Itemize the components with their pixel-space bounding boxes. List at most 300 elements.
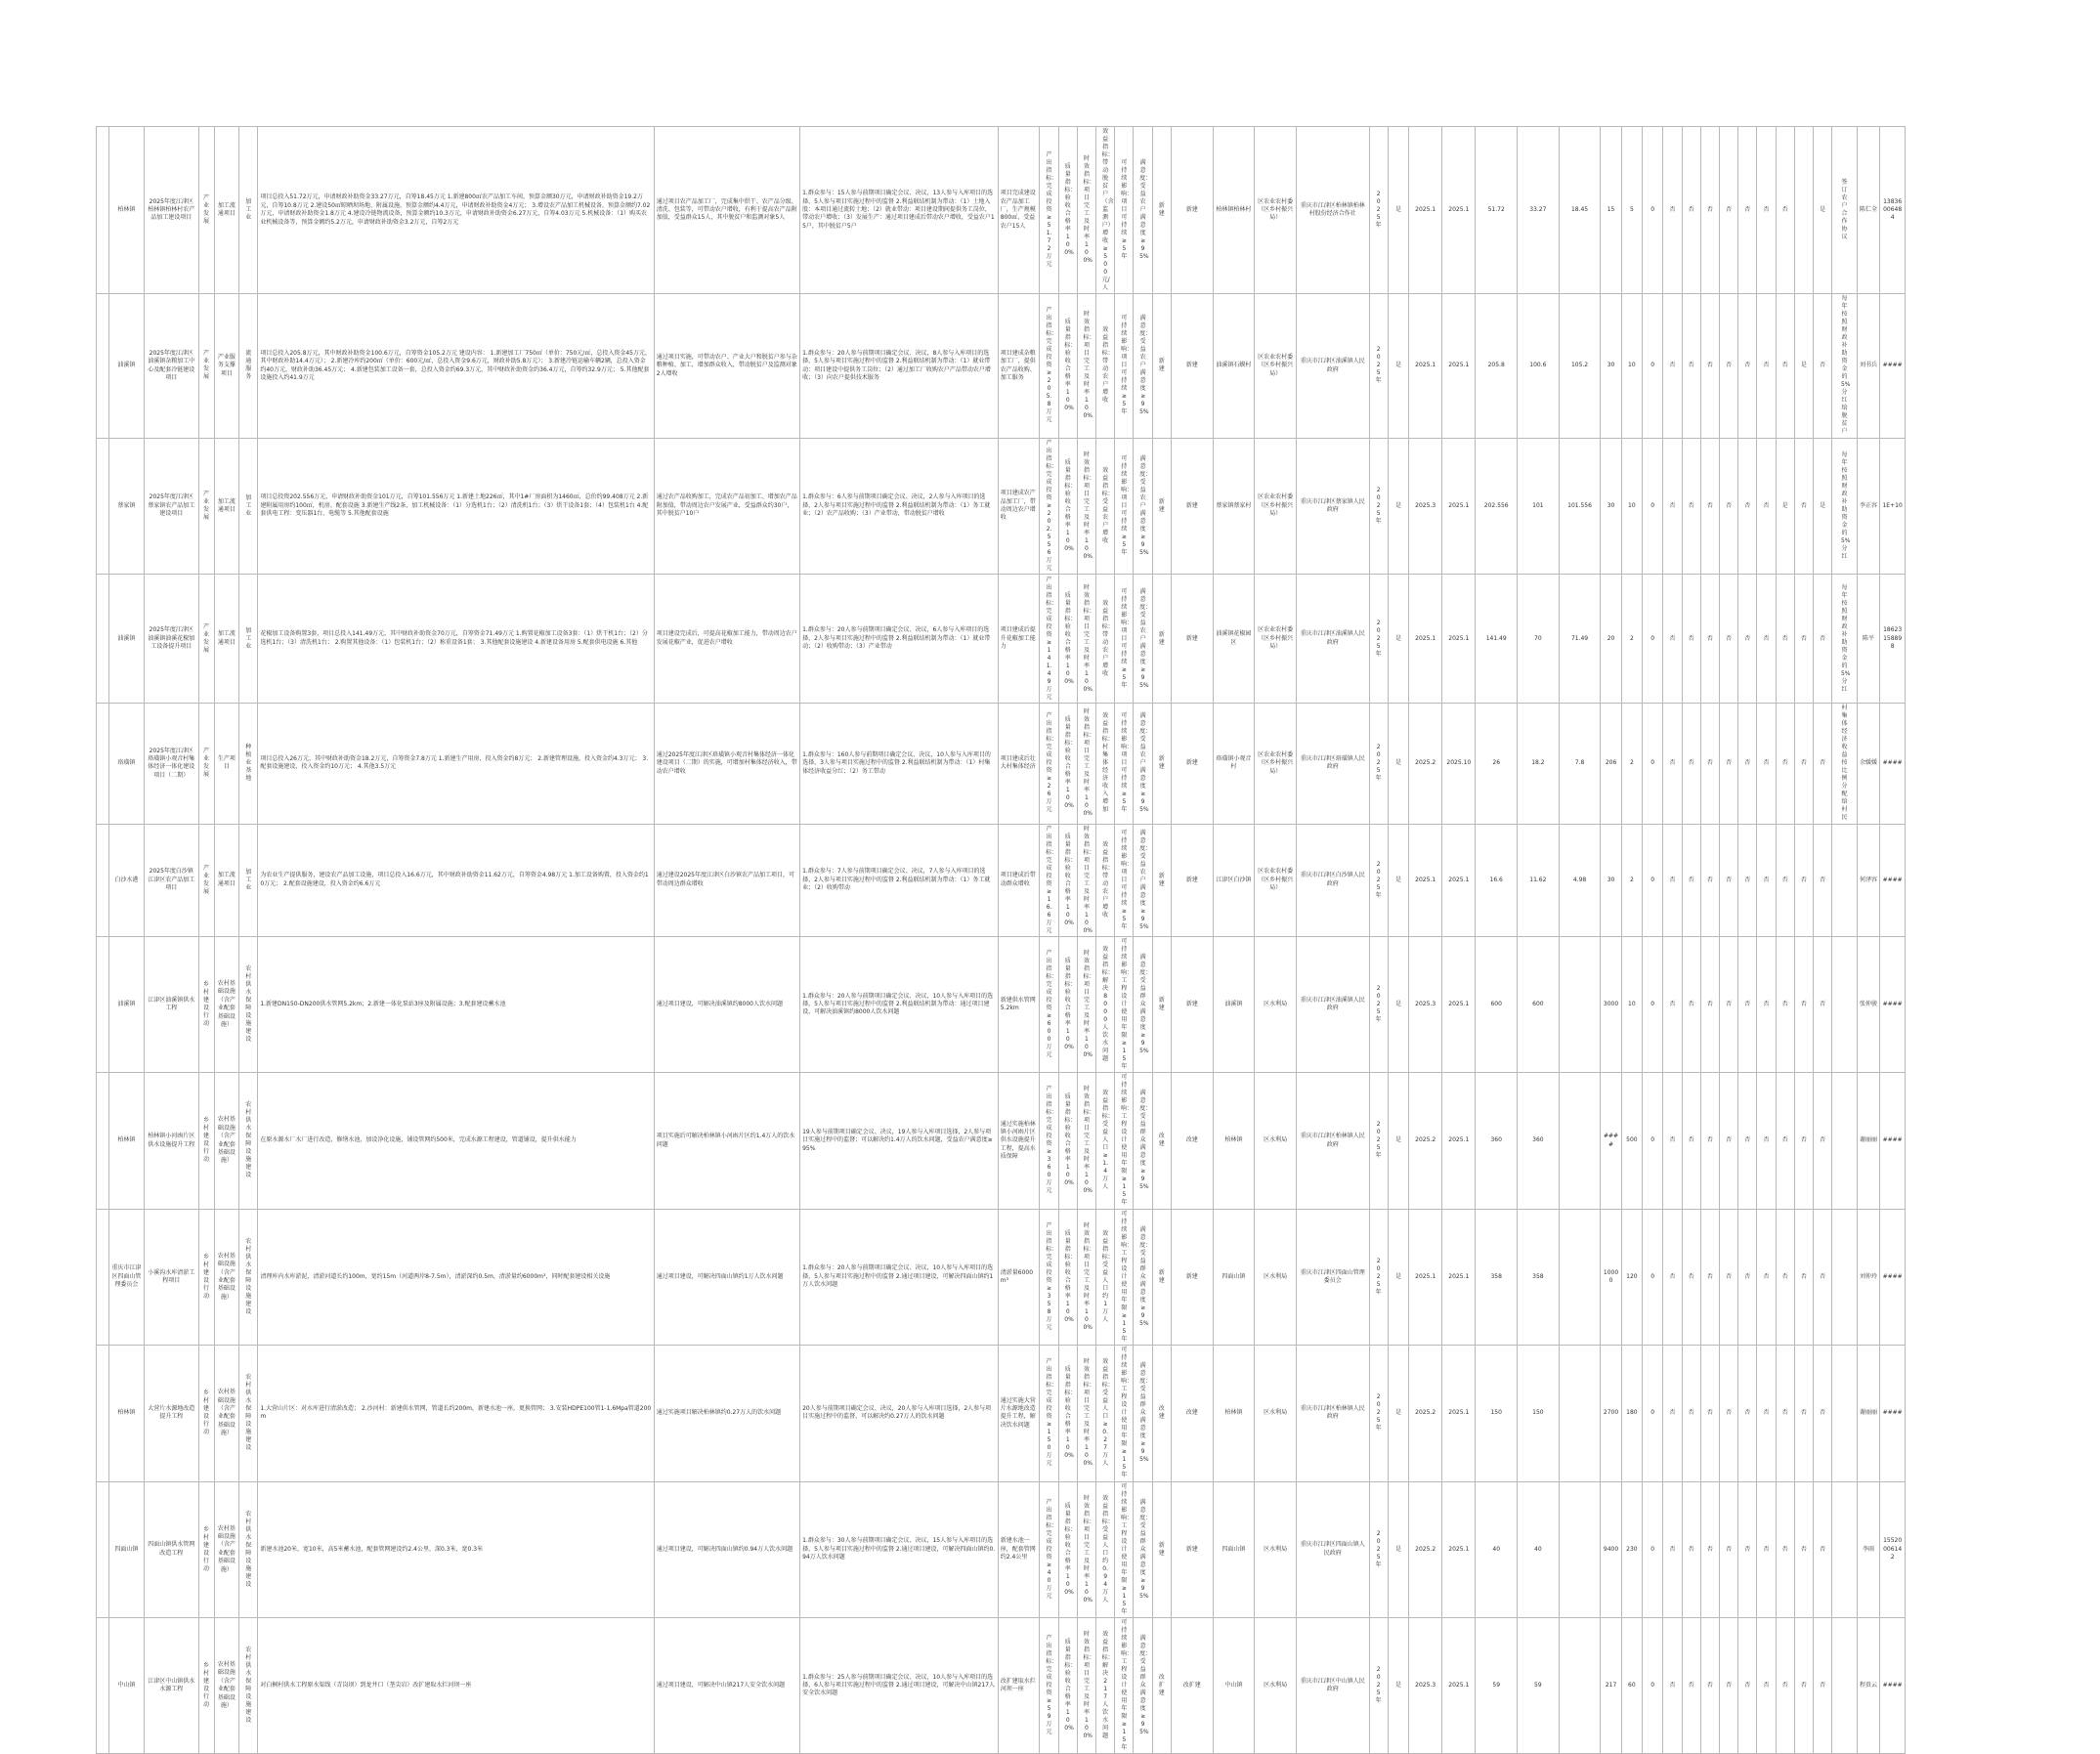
- flag-cell-2: 否: [1682, 294, 1700, 438]
- remark-cell-text: 每年按照财政补助资金的5%分红: [1840, 450, 1851, 560]
- town-cell: 四面山镇: [108, 1481, 144, 1617]
- flag-cell-1: 否: [1663, 1481, 1682, 1617]
- remark-cell: [1832, 1346, 1858, 1481]
- start-date-cell: 2025.2: [1409, 704, 1442, 824]
- benefit-indicator-cell-text: 效益指标：解决217人饮水问题: [1101, 1631, 1114, 1740]
- beneficiary-count-cell: 30: [1601, 294, 1621, 438]
- plan-year-cell: [1369, 1481, 1388, 1617]
- satisfaction-indicator-cell: [1134, 294, 1152, 438]
- flag-cell-7: 否: [1776, 704, 1794, 824]
- interest-mechanism-cell: 20人参与前期项目确定会议、决议，20人参与入库项目选择，2人参与项目实施过程中的监督，可以解决约0.27万人的饮水问题: [800, 1346, 999, 1481]
- implementing-unit-cell: 重庆市江津区油溪镇人民政府: [1296, 937, 1369, 1073]
- flag-cell-6: 否: [1757, 1618, 1776, 1754]
- project-type-cell-text: 乡村建设行动: [203, 1117, 210, 1164]
- flag-cell-2: 否: [1682, 1073, 1700, 1209]
- self-funds-cell: 18.45: [1559, 127, 1601, 294]
- contact-cell: 陈仁全: [1857, 127, 1879, 294]
- sustainability-indicator-cell: [1115, 1073, 1134, 1209]
- timeliness-indicator-cell: [1077, 704, 1095, 824]
- sustainability-indicator-cell-text: 可持续影响：工程设计使用年限≥15年: [1120, 1074, 1133, 1207]
- construction-content-cell: 对白桐村供水工程原水渠线（青岗坝）到龙井口（垄尖岩）改扩建取水拦河坝一座: [258, 1618, 654, 1754]
- sub-type2-cell-text: 农村供水保障设施建设: [245, 1647, 252, 1725]
- output-indicator-cell-text: 产出指标：完成投资≥40万元: [1046, 1498, 1058, 1600]
- build-nature-cell-text: 新建: [1158, 630, 1165, 646]
- project-type-cell-text: 乡村建设行动: [203, 981, 210, 1028]
- department-cell: 区水利局: [1255, 1618, 1297, 1754]
- approval-flag-cell: 是: [1388, 937, 1408, 1073]
- plan-year-cell: [1369, 575, 1388, 704]
- plan-year-cell: [1369, 438, 1388, 574]
- fiscal-funds-cell: 150: [1518, 1346, 1560, 1481]
- project-name-cell: 大营片水源地改造提升工程: [145, 1346, 198, 1481]
- benefit-cell: 通过项目建设，可解决中山镇217人安全饮水问题: [654, 1618, 799, 1754]
- sub-type2-cell: [239, 438, 258, 574]
- build-nature-cell-text: 改建: [1158, 1405, 1165, 1421]
- output-indicator-cell: [1040, 1481, 1058, 1617]
- total-investment-cell: 51.72: [1476, 127, 1518, 294]
- end-date-cell: 2025.10: [1442, 704, 1476, 824]
- location-cell: 柏林镇: [1213, 1346, 1255, 1481]
- flag-cell-1: 否: [1663, 1346, 1682, 1481]
- satisfaction-indicator-cell-text: 满意度：受益农户满意度≥95%: [1139, 159, 1152, 260]
- construction-content-cell: 花椒加工设备购置3套，项目总投入141.49万元，其中财政补助资金70万元，自筹资金71.49万元 1.购置花椒加工设备3套：（1）烘干机1台；（2）分选机1台；（3）清洗机1台； 2.购置其他设备：（1）包装机1台；（2）称重设备1套； 3.其他配套设施建设 4.新建设备用房 5.配套供电设施 6.其他: [258, 575, 654, 704]
- project-type-cell: [198, 824, 214, 936]
- start-date-cell: 2025.3: [1409, 1618, 1442, 1754]
- poverty-beneficiary-cell: 10: [1621, 937, 1642, 1073]
- build-nature-cell-text: 新建: [1158, 1541, 1165, 1557]
- construction-nature-cell: 改建: [1171, 1073, 1213, 1209]
- flag-cell-4: 否: [1719, 1618, 1737, 1754]
- town-cell: 油溪镇: [108, 575, 144, 704]
- flag-cell-4: 否: [1719, 937, 1737, 1073]
- table-row: [97, 1346, 1906, 1481]
- sub-type2-cell: [239, 937, 258, 1073]
- plan-year-cell-text: 2025年: [1375, 985, 1382, 1024]
- sustainability-indicator-cell: [1115, 937, 1134, 1073]
- quality-indicator-cell: [1058, 937, 1077, 1073]
- timeliness-indicator-cell-text: 时效指标：项目完工及时率100%: [1083, 1631, 1095, 1740]
- phone-cell: ####: [1880, 1073, 1906, 1209]
- total-investment-cell: 600: [1476, 937, 1518, 1073]
- table-row: [97, 1618, 1906, 1754]
- satisfaction-indicator-cell-text: 满意度：受益农户满意度≥95%: [1139, 454, 1152, 556]
- timeliness-indicator-cell-text: 时效指标：项目完工及时率100%: [1083, 311, 1095, 420]
- beneficiary-count-cell: 206: [1601, 704, 1621, 824]
- flag-cell-8: 是: [1794, 294, 1813, 438]
- performance-goal-cell: 项目完成建设农产品加工厂，生产规模800㎡，受益农户15人: [998, 127, 1040, 294]
- flag-cell-7: 否: [1776, 575, 1794, 704]
- timeliness-indicator-cell-text: 时效指标：项目完工及时率100%: [1083, 155, 1095, 264]
- start-date-cell: 2025.1: [1409, 294, 1442, 438]
- flag-cell-8: 否: [1794, 824, 1813, 936]
- row-number: [97, 127, 109, 294]
- flag-cell-2: 否: [1682, 1209, 1700, 1345]
- interest-mechanism-cell: 1.群众参与：6人参与前期项目确定会议、决议，2人参与入库项目的选择，2人参与项目实施过程中的监督 2.利益联结机制为带动：（1）务工就业；（2）农产品收购；（3）产业带动，带动脱贫户增收: [800, 438, 999, 574]
- flag-cell-1: 否: [1663, 704, 1682, 824]
- department-cell: 区农业农村委（区乡村振兴局）: [1255, 824, 1297, 936]
- department-cell: 区农业农村委（区乡村振兴局）: [1255, 294, 1297, 438]
- quality-indicator-cell-text: 质量指标：验收合格率100%: [1064, 716, 1077, 810]
- table-row: [97, 294, 1906, 438]
- quality-indicator-cell-text: 质量指标：验收合格率100%: [1064, 1639, 1077, 1733]
- fiscal-funds-cell: 360: [1518, 1073, 1560, 1209]
- table-row: [97, 824, 1906, 936]
- benefit-indicator-cell: [1096, 438, 1115, 574]
- project-type-cell: [198, 575, 214, 704]
- output-indicator-cell: [1040, 1073, 1058, 1209]
- self-funds-cell: [1559, 1618, 1601, 1754]
- flag-cell-7: 否: [1776, 127, 1794, 294]
- start-date-cell: 2025.2: [1409, 1073, 1442, 1209]
- timeliness-indicator-cell: [1077, 937, 1095, 1073]
- satisfaction-indicator-cell: [1134, 127, 1152, 294]
- build-nature-cell-text: 改扩建: [1158, 1674, 1165, 1697]
- sub-type2-cell-text: 加工业: [245, 493, 252, 517]
- phone-cell: ####: [1880, 937, 1906, 1073]
- timeliness-indicator-cell-text: 时效指标：项目完工及时率100%: [1083, 950, 1095, 1059]
- performance-goal-cell: 通过实施柏林镇小河凼片区供水设施提升工程，提高水质保障: [998, 1073, 1040, 1209]
- flag-cell-2: 否: [1682, 937, 1700, 1073]
- row-number: [97, 1073, 109, 1209]
- flag-cell-5: 否: [1738, 1209, 1757, 1345]
- sustainability-indicator-cell: [1115, 1346, 1134, 1481]
- plan-year-cell: [1369, 1209, 1388, 1345]
- flag-cell-4: 否: [1719, 1346, 1737, 1481]
- contact-cell: 谢丽丽: [1857, 1073, 1879, 1209]
- satisfaction-indicator-cell-text: 满意度：受益农户满意度≥95%: [1139, 712, 1152, 814]
- sub-type2-cell-text: 加工业: [245, 868, 252, 891]
- flag-cell-6: 否: [1757, 937, 1776, 1073]
- flag-cell-6: 否: [1757, 1073, 1776, 1209]
- implementing-unit-cell: 重庆市江津区柏林镇柏林村股份经济合作社: [1296, 127, 1369, 294]
- self-funds-cell: 101.556: [1559, 438, 1601, 574]
- town-cell: 中山镇: [108, 1618, 144, 1754]
- project-name-cell: 2025年度江津区油溪镇杂粮加工中心及配套冷链建设项目: [145, 294, 198, 438]
- satisfaction-indicator-cell: [1134, 575, 1152, 704]
- flag-cell-1: 否: [1663, 575, 1682, 704]
- timeliness-indicator-cell: [1077, 1481, 1095, 1617]
- construction-content-cell: 新建水池20米，宽10米，高5米蓄水池，配套管网建设约2.4公里，深0.3米，宽0.3米: [258, 1481, 654, 1617]
- flag-cell-1: 否: [1663, 127, 1682, 294]
- implementing-unit-cell: 重庆市江津区四面山镇人民政府: [1296, 1481, 1369, 1617]
- timeliness-indicator-cell-text: 时效指标：项目完工及时率100%: [1083, 708, 1095, 818]
- flag-cell-3: 否: [1700, 438, 1719, 574]
- poverty-beneficiary-cell: 180: [1621, 1346, 1642, 1481]
- benefit-indicator-cell-text: 效益指标：带动脱贫户（含监测户）增收≥500元/人: [1101, 128, 1114, 291]
- project-type-cell-text: 产业发展: [203, 490, 210, 521]
- row-number: [97, 1618, 109, 1754]
- plan-year-cell: [1369, 1618, 1388, 1754]
- approval-flag-cell: 是: [1388, 1209, 1408, 1345]
- flag-cell-5: 否: [1738, 1618, 1757, 1754]
- project-type-cell: [198, 127, 214, 294]
- quality-indicator-cell: [1058, 438, 1077, 574]
- interest-mechanism-cell: 1.群众参与：20人参与前期项目确定会议、决议，10人参与入库项目的选择，5人参与项目实施过程中的监督 2.利益联结机制为带动：通过项目建设，可解决油溪镇约8000人饮水问题: [800, 937, 999, 1073]
- flag-cell-4: 否: [1719, 575, 1737, 704]
- satisfaction-indicator-cell: [1134, 824, 1152, 936]
- output-indicator-cell: [1040, 438, 1058, 574]
- end-date-cell: 2025.1: [1442, 1209, 1476, 1345]
- location-cell: 中山镇: [1213, 1618, 1255, 1754]
- build-nature-cell-text: 新建: [1158, 1268, 1165, 1284]
- benefit-cell: 通过项目建设，可解决油溪镇约8000人饮水问题: [654, 937, 799, 1073]
- plan-year-cell: [1369, 1073, 1388, 1209]
- performance-goal-cell: 项目建成杂粮加工厂，提供农产品收购、加工服务: [998, 294, 1040, 438]
- performance-goal-cell: 项目建成后带动群众增收: [998, 824, 1040, 936]
- monitor-beneficiary-cell: 0: [1643, 127, 1663, 294]
- location-cell: 油溪镇花椒园区: [1213, 575, 1255, 704]
- flag-cell-9: 否: [1813, 824, 1831, 936]
- sub-type2-cell-text: 农村供水保障设施建设: [245, 1237, 252, 1315]
- sub-type2-cell-text: 种植业基地: [245, 744, 252, 783]
- town-cell: 柏林镇: [108, 1073, 144, 1209]
- satisfaction-indicator-cell: [1134, 1346, 1152, 1481]
- interest-mechanism-cell: 1.群众参与：160人参与前期项目确定会议、决议，10人参与入库项目的选择，3人参与项目实施过程中的监督 2.利益联结机制为带动：（1）村集体经济收益分红；（2）务工带动: [800, 704, 999, 824]
- remark-cell: [1832, 438, 1858, 574]
- flag-cell-2: 否: [1682, 1618, 1700, 1754]
- flag-cell-2: 否: [1682, 704, 1700, 824]
- performance-goal-cell: 改扩建取水拦河坝一座: [998, 1618, 1040, 1754]
- sustainability-indicator-cell-text: 可持续影响：工程设计使用年限≥15年: [1120, 1347, 1133, 1479]
- flag-cell-5: 否: [1738, 824, 1757, 936]
- benefit-indicator-cell-text: 效益指标：解决8000人饮水问题: [1101, 946, 1114, 1063]
- interest-mechanism-cell: 1.群众参与：20人参与前期项目确定会议、决议，6人参与入库项目的选择，2人参与项目实施过程中的监督 2.利益联结机制为带动：（1）就业带动；（2）收购带动；（3）产业带动: [800, 575, 999, 704]
- benefit-indicator-cell-text: 效益指标：受益人口约1万人: [1101, 1229, 1114, 1323]
- output-indicator-cell: [1040, 294, 1058, 438]
- output-indicator-cell-text: 产出指标：完成投资≥358万元: [1046, 1221, 1058, 1331]
- sub-type-cell: 产业服务支撑项目: [214, 294, 239, 438]
- flag-cell-6: 否: [1757, 438, 1776, 574]
- construction-nature-cell: 新建: [1171, 1481, 1213, 1617]
- table-row: [97, 1209, 1906, 1345]
- contact-cell: 谢丽丽: [1857, 1346, 1879, 1481]
- timeliness-indicator-cell-text: 时效指标：项目完工及时率100%: [1083, 583, 1095, 693]
- sustainability-indicator-cell: [1115, 704, 1134, 824]
- flag-cell-5: 否: [1738, 575, 1757, 704]
- satisfaction-indicator-cell-text: 满意度：受益群众满意度≥95%: [1139, 1225, 1152, 1327]
- satisfaction-indicator-cell-text: 满意度：受益群众满意度≥95%: [1139, 1635, 1152, 1736]
- benefit-cell: 项目建设完成后，可提高花椒加工能力，带动周边农户发展花椒产业，促进农户增收: [654, 575, 799, 704]
- flag-cell-3: 否: [1700, 575, 1719, 704]
- contact-cell: 刘仲玲: [1857, 1209, 1879, 1345]
- build-nature-cell: [1152, 127, 1171, 294]
- benefit-indicator-cell-text: 效益指标：受益人口≥0.27万人: [1101, 1358, 1114, 1468]
- satisfaction-indicator-cell-text: 满意度：受益农户满意度≥95%: [1139, 829, 1152, 930]
- benefit-cell: 通过项目建设，可解决四面山镇约0.94万人饮水问题: [654, 1481, 799, 1617]
- flag-cell-8: 否: [1794, 1346, 1813, 1481]
- beneficiary-count-cell: 9400: [1601, 1481, 1621, 1617]
- start-date-cell: 2025.1: [1409, 1209, 1442, 1345]
- fiscal-funds-cell: 600: [1518, 937, 1560, 1073]
- timeliness-indicator-cell: [1077, 294, 1095, 438]
- satisfaction-indicator-cell: [1134, 1209, 1152, 1345]
- flag-cell-9: 否: [1813, 1073, 1831, 1209]
- flag-cell-8: [1794, 127, 1813, 294]
- total-investment-cell: 141.49: [1476, 575, 1518, 704]
- flag-cell-9: 否: [1813, 937, 1831, 1073]
- self-funds-cell: 105.2: [1559, 294, 1601, 438]
- approval-flag-cell: 是: [1388, 575, 1408, 704]
- row-number: [97, 704, 109, 824]
- plan-year-cell: [1369, 1346, 1388, 1481]
- sustainability-indicator-cell-text: 可持续影响：工程设计使用年限≥15年: [1120, 1210, 1133, 1343]
- phone-cell: ####: [1880, 824, 1906, 936]
- end-date-cell: 2025.1: [1442, 824, 1476, 936]
- quality-indicator-cell-text: 质量指标：验收合格率100%: [1064, 458, 1077, 552]
- poverty-beneficiary-cell: 230: [1621, 1481, 1642, 1617]
- plan-year-cell-text: 2025年: [1375, 486, 1382, 525]
- output-indicator-cell-text: 产出指标：完成投资≥141.49万元: [1046, 576, 1058, 701]
- flag-cell-6: 否: [1757, 575, 1776, 704]
- end-date-cell: 2025.1: [1442, 1618, 1476, 1754]
- flag-cell-9: 是: [1813, 438, 1831, 574]
- project-table-sheet: [96, 126, 1906, 1752]
- self-funds-cell: [1559, 1481, 1601, 1617]
- monitor-beneficiary-cell: 0: [1643, 575, 1663, 704]
- phone-cell: ####: [1880, 294, 1906, 438]
- build-nature-cell: [1152, 294, 1171, 438]
- construction-nature-cell: 新建: [1171, 294, 1213, 438]
- self-funds-cell: 71.49: [1559, 575, 1601, 704]
- plan-year-cell: [1369, 127, 1388, 294]
- flag-cell-4: 否: [1719, 1209, 1737, 1345]
- location-cell: 油溪镇: [1213, 937, 1255, 1073]
- flag-cell-1: 否: [1663, 1073, 1682, 1209]
- timeliness-indicator-cell-text: 时效指标：项目完工及时率100%: [1083, 450, 1095, 560]
- fiscal-funds-cell: 11.62: [1518, 824, 1560, 936]
- output-indicator-cell-text: 产出指标：完成投资≥600万元: [1046, 950, 1058, 1059]
- self-funds-cell: [1559, 1346, 1601, 1481]
- flag-cell-8: 否: [1794, 1073, 1813, 1209]
- fiscal-funds-cell: 101: [1518, 438, 1560, 574]
- total-investment-cell: 40: [1476, 1481, 1518, 1617]
- plan-year-cell-text: 2025年: [1375, 619, 1382, 658]
- approval-flag-cell: 是: [1388, 127, 1408, 294]
- sub-type-cell: 农村基础设施（含产业配套基础设施）: [214, 937, 239, 1073]
- quality-indicator-cell-text: 质量指标：验收合格率100%: [1064, 319, 1077, 412]
- output-indicator-cell: [1040, 1618, 1058, 1754]
- flag-cell-2: 否: [1682, 127, 1700, 294]
- satisfaction-indicator-cell-text: 满意度：受益群众满意度≥95%: [1139, 954, 1152, 1055]
- monitor-beneficiary-cell: 0: [1643, 1618, 1663, 1754]
- sustainability-indicator-cell: [1115, 575, 1134, 704]
- start-date-cell: 2025.3: [1409, 438, 1442, 574]
- fiscal-funds-cell: 70: [1518, 575, 1560, 704]
- performance-goal-cell: 通过实施大营片水源地改造提升工程，解决饮水问题: [998, 1346, 1040, 1481]
- phone-cell: 18623158898: [1880, 575, 1906, 704]
- self-funds-cell: 7.8: [1559, 704, 1601, 824]
- flag-cell-5: 否: [1738, 704, 1757, 824]
- project-name-cell: 2025年度江津区油溪镇油溪花椒加工设备提升项目: [145, 575, 198, 704]
- town-cell: 蔡家镇: [108, 438, 144, 574]
- build-nature-cell: [1152, 1209, 1171, 1345]
- flag-cell-2: 否: [1682, 824, 1700, 936]
- flag-cell-6: 否: [1757, 1481, 1776, 1617]
- monitor-beneficiary-cell: 0: [1643, 1481, 1663, 1617]
- flag-cell-8: 否: [1794, 704, 1813, 824]
- approval-flag-cell: 是: [1388, 824, 1408, 936]
- build-nature-cell: [1152, 1618, 1171, 1754]
- plan-year-cell: [1369, 937, 1388, 1073]
- timeliness-indicator-cell-text: 时效指标：项目完工及时率100%: [1083, 1221, 1095, 1331]
- flag-cell-4: 否: [1719, 1073, 1737, 1209]
- project-type-cell-text: 产业发展: [203, 350, 210, 381]
- timeliness-indicator-cell: [1077, 1209, 1095, 1345]
- construction-nature-cell: 新建: [1171, 824, 1213, 936]
- department-cell: 区水利局: [1255, 1073, 1297, 1209]
- flag-cell-1: 否: [1663, 294, 1682, 438]
- flag-cell-3: 否: [1700, 294, 1719, 438]
- project-type-cell: [198, 1618, 214, 1754]
- project-type-cell-text: 产业发展: [203, 864, 210, 895]
- flag-cell-5: 否: [1738, 438, 1757, 574]
- sub-type-cell: 加工流通项目: [214, 824, 239, 936]
- location-cell: 柏林镇: [1213, 1073, 1255, 1209]
- build-nature-cell: [1152, 1481, 1171, 1617]
- sustainability-indicator-cell: [1115, 438, 1134, 574]
- implementing-unit-cell: 重庆市江津区蔡家镇人民政府: [1296, 438, 1369, 574]
- row-number: [97, 1209, 109, 1345]
- total-investment-cell: 358: [1476, 1209, 1518, 1345]
- quality-indicator-cell-text: 质量指标：验收合格率100%: [1064, 1229, 1077, 1323]
- row-number: [97, 824, 109, 936]
- sub-type2-cell-text: 农村供水保障设施建设: [245, 1101, 252, 1179]
- construction-content-cell: 清理库内水库淤泥，清淤河道长约100m，宽约15m（河道两岸8-7.5m），清淤深约0.5m，清淤量约6000m³，同时配套建设相关设施: [258, 1209, 654, 1345]
- quality-indicator-cell-text: 质量指标：验收合格率100%: [1064, 1366, 1077, 1460]
- sub-type-cell: 农村基础设施（含产业配套基础设施）: [214, 1346, 239, 1481]
- flag-cell-4: 否: [1719, 1481, 1737, 1617]
- phone-cell: ####: [1880, 1209, 1906, 1345]
- beneficiary-count-cell: 30: [1601, 438, 1621, 574]
- benefit-cell: 通过项目建设，可解决四面山镇约1万人饮水问题: [654, 1209, 799, 1345]
- monitor-beneficiary-cell: 0: [1643, 1346, 1663, 1481]
- flag-cell-6: 否: [1757, 294, 1776, 438]
- fiscal-funds-cell: 100.6: [1518, 294, 1560, 438]
- sub-type2-cell: [239, 575, 258, 704]
- sub-type-cell: 加工流通项目: [214, 438, 239, 574]
- timeliness-indicator-cell-text: 时效指标：项目完工及时率100%: [1083, 1494, 1095, 1604]
- sub-type-cell: 加工流通项目: [214, 127, 239, 294]
- table-row: [97, 438, 1906, 574]
- sustainability-indicator-cell: [1115, 294, 1134, 438]
- flag-cell-8: 否: [1794, 937, 1813, 1073]
- fiscal-funds-cell: 40: [1518, 1481, 1560, 1617]
- benefit-indicator-cell: [1096, 1481, 1115, 1617]
- monitor-beneficiary-cell: 0: [1643, 1073, 1663, 1209]
- implementing-unit-cell: 重庆市江津区中山镇人民政府: [1296, 1618, 1369, 1754]
- flag-cell-7: 否: [1776, 294, 1794, 438]
- phone-cell: ####: [1880, 1346, 1906, 1481]
- self-funds-cell: [1559, 1209, 1601, 1345]
- remark-cell: [1832, 1073, 1858, 1209]
- construction-nature-cell: 改扩建: [1171, 1618, 1213, 1754]
- build-nature-cell: [1152, 1346, 1171, 1481]
- interest-mechanism-cell: 1.群众参与：20人参与前期项目确定会议、决议，10人参与入库项目的选择，5人参与项目实施过程中的监督 2.通过项目建设，可解决四面山镇约1万人饮水问题: [800, 1209, 999, 1345]
- contact-cell: 程贵云: [1857, 1618, 1879, 1754]
- satisfaction-indicator-cell: [1134, 704, 1152, 824]
- plan-year-cell-text: 2025年: [1375, 191, 1382, 229]
- flag-cell-6: 否: [1757, 1346, 1776, 1481]
- output-indicator-cell-text: 产出指标：完成投资≥202.556万元: [1046, 439, 1058, 572]
- project-type-cell-text: 产业发展: [203, 748, 210, 779]
- flag-cell-1: 否: [1663, 1618, 1682, 1754]
- quality-indicator-cell: [1058, 294, 1077, 438]
- approval-flag-cell: 是: [1388, 438, 1408, 574]
- flag-cell-7: 否: [1776, 1481, 1794, 1617]
- sustainability-indicator-cell-text: 可持续影响：项目可持续≥5年: [1120, 454, 1133, 556]
- benefit-indicator-cell-text: 效益指标：带动农户增收: [1101, 599, 1114, 677]
- satisfaction-indicator-cell-text: 满意度：受益群众满意度≥95%: [1139, 1362, 1152, 1464]
